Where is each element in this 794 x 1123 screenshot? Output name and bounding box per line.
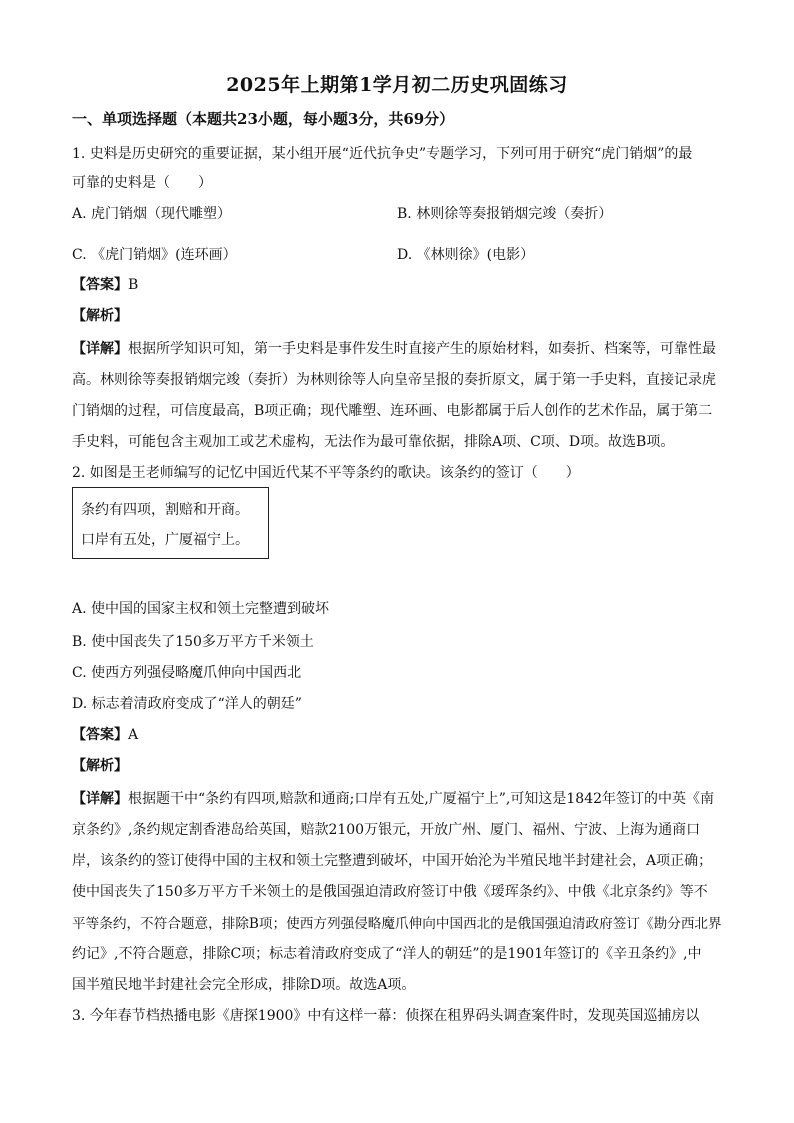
answer-tag: 【答案】 <box>72 277 128 293</box>
q1-option-b: B. 林则徐等奏报销烟完竣（奏折） <box>397 206 613 222</box>
q1-detail-line-3: 门销烟的过程，可信度最高，B项正确；现代雕塑、连环画、电影都属于后人创作的艺术作品，属于第二 <box>72 403 713 419</box>
q2-detail-line-3: 岸，该条约的签订使得中国的主权和领土完整遭到破坏，中国开始沦为半殖民地半封建社会，A项正确； <box>72 853 713 869</box>
q2-option-c: C. 使西方列强侵略魔爪伸向中国西北 <box>72 665 302 681</box>
q2-rhyme-line-1: 条约有四项，割赔和开商。 <box>81 502 249 518</box>
q1-option-d: D. 《林则徐》(电影） <box>397 247 535 263</box>
detail-tag: 【详解】 <box>72 791 128 807</box>
q2-option-d: D. 标志着清政府变成了“洋人的朝廷” <box>72 696 302 712</box>
q2-option-a: A. 使中国的国家主权和领土完整遭到破坏 <box>72 601 330 617</box>
page-title: 2025年上期第1学月初二历史巩固练习 <box>226 74 568 96</box>
q2-detail-line-1: 【详解】根据题干中“条约有四项,赔款和通商;口岸有五处,广厦福宁上”,可知这是1842年签订的中英《南 <box>72 791 715 807</box>
q2-detail-line-5: 平等条约，不符合题意，排除B项；使西方列强侵略魔爪伸向中国西北的是俄国强迫清政府签订《勘分西北界 <box>72 916 722 932</box>
q2-rhyme-box <box>72 487 269 559</box>
q3-stem-line-1: 3. 今年春节档热播电影《唐探1900》中有这样一幕：侦探在租界码头调查案件时，发现英国巡捕房以 <box>72 1008 700 1024</box>
detail-tag: 【详解】 <box>72 341 128 357</box>
section-heading: 一、单项选择题（本题共23小题，每小题3分，共69分） <box>72 110 455 128</box>
q1-detail-line-4: 手史料，可能包含主观加工或艺术虚构，无法作为最可靠依据，排除A项、C项、D项。故选B项。 <box>72 434 675 450</box>
answer-value: A <box>128 727 139 743</box>
q2-option-b: B. 使中国丧失了150多万平方千米领土 <box>72 634 314 650</box>
q2-answer <box>72 724 138 744</box>
q1-option-a: A. 虎门销烟（现代雕塑） <box>72 206 232 222</box>
q1-analysis-tag: 【解析】 <box>72 308 128 324</box>
q2-detail-line-2: 京条约》,条约规定割香港岛给英国，赔款2100万银元，开放广州、厦门、福州、宁波、上海为通商口 <box>72 822 701 838</box>
q1-detail-line-1: 【详解】根据所学知识可知，第一手史料是事件发生时直接产生的原始材料，如奏折、档案等，可靠性最 <box>72 341 716 357</box>
q2-detail-line-7: 国半殖民地半封建社会完全形成，排除D项。故选A项。 <box>72 977 416 993</box>
q1-stem-line-1: 1. 史料是历史研究的重要证据，某小组开展“近代抗争史”专题学习，下列可用于研究“虎门销烟”的最 <box>72 146 693 162</box>
q2-stem: 2. 如图是王老师编写的记忆中国近代某不平等条约的歌诀。该条约的签订（ ） <box>72 465 580 481</box>
answer-value: B <box>128 277 139 293</box>
q1-detail-line-2: 高。林则徐等奏报销烟完竣（奏折）为林则徐等人向皇帝呈报的奏折原文，属于第一手史料，直接记录虎 <box>72 372 716 388</box>
q2-detail-line-4: 使中国丧失了150多万平方千米领土的是俄国强迫清政府签订中俄《瑷珲条约》、中俄《北京条约》等不 <box>72 884 708 900</box>
q1-stem-line-2: 可靠的史料是（ ） <box>72 175 212 191</box>
answer-tag: 【答案】 <box>72 727 128 743</box>
q2-detail-line-6: 约记》,不符合题意，排除C项；标志着清政府变成了“洋人的朝廷”的是1901年签订的《辛丑条约》,中 <box>72 946 702 962</box>
q2-analysis-tag: 【解析】 <box>72 758 128 774</box>
q1-answer <box>72 274 138 294</box>
q1-option-c: C. 《虎门销烟》(连环画） <box>72 247 237 263</box>
q2-rhyme-line-2: 口岸有五处，广厦福宁上。 <box>81 532 249 548</box>
